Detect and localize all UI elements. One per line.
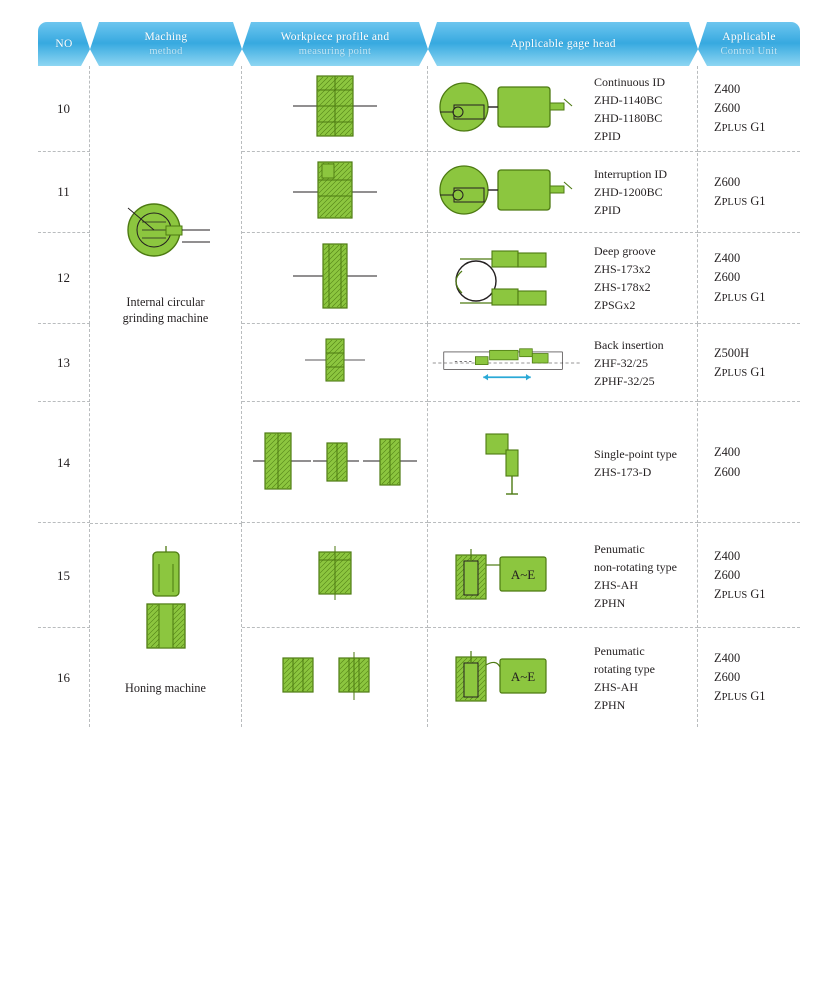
gage-head-line: ZHD-1200BC [594,185,663,200]
back-insertion-workpiece-icon [285,329,385,396]
control-unit-item: ZPLUS G1 [714,194,766,209]
machine-cell-honing [90,524,242,727]
gage-head-line: Back insertion [594,337,664,352]
spec-table [38,22,800,727]
control-unit-item: Z600 [714,270,741,285]
row-no: 14 [57,454,70,470]
honing-rotating-workpiece-icon [265,644,405,711]
workpiece-profile-cell [242,66,428,152]
gage-head-cell [428,629,698,727]
row-no-cell [38,234,90,324]
control-unit-list [714,443,740,481]
control-unit-item: ZPLUS G1 [714,120,766,135]
header-no-label: NO [55,37,73,50]
gage-head-line: ZHD-1140BC [594,92,663,107]
row-no-cell [38,153,90,233]
control-unit-cell [698,66,800,152]
gage-head-line: ZHS-178x2 [594,280,651,295]
header-gage-head-label: Applicable gage head [510,37,616,50]
gage-head-line: Penumatic [594,541,645,556]
gage-head-cell [428,403,698,523]
gage-head-cell [428,324,698,402]
control-unit-item: Z400 [714,81,741,96]
control-unit-list [714,649,766,707]
gage-head-line: ZHD-1180BC [594,110,663,125]
honing-machine-icon [111,542,221,676]
control-unit-list [714,344,766,382]
row-no-cell [38,629,90,727]
workpiece-profile-cell [242,629,428,727]
machine-label: Internal circular grinding machine [122,295,209,326]
gage-head-text [594,336,664,390]
svg-text:A~E: A~E [510,668,536,684]
workpiece-profile-cell [242,324,428,402]
gage-head-line: ZHS-173-D [594,464,652,479]
gage-head-line: Interruption ID [594,167,667,182]
control-unit-item: Z600 [714,464,741,479]
row-no-cell [38,403,90,523]
machine-cell-internal-grinding [90,66,242,524]
gage-head-cell [428,153,698,233]
gage-head-line: Single-point type [594,446,677,461]
gage-head-cell [428,66,698,152]
header-machining-method [90,22,242,66]
header-gage-head [428,22,698,66]
table-header-row [38,22,800,66]
single-point-gage-icon [428,424,586,502]
interruption-id-gage-icon [428,158,586,226]
gage-head-text [594,445,677,481]
header-workpiece-profile [242,22,428,66]
svg-text:A~E: A~E [510,566,536,582]
row-no: 10 [57,100,70,116]
deep-groove-workpiece-icon [285,238,385,319]
header-control-unit [698,22,800,66]
gage-head-text [594,642,655,714]
pneumatic-nonrotating-gage-icon [428,545,586,607]
single-point-workpiece-icon [247,421,423,504]
control-unit-item: Z600 [714,175,741,190]
id-continuous-workpiece-icon [285,68,385,149]
workpiece-profile-cell [242,524,428,628]
control-unit-item: Z400 [714,650,741,665]
control-unit-item: ZPLUS G1 [714,289,766,304]
row-no-cell [38,66,90,152]
control-unit-item: ZPLUS G1 [714,689,766,704]
header-machining-method-label: Maching method [144,31,188,57]
header-no [38,22,90,66]
row-no: 15 [57,567,70,583]
honing-nonrotating-workpiece-icon [285,542,385,609]
gage-head-text [594,540,677,612]
gage-head-line: ZPHN [594,595,626,610]
gage-head-line: Continuous ID [594,74,666,89]
gage-head-line: ZHS-AH [594,577,638,592]
row-no-cell [38,324,90,402]
back-insertion-gage-icon [428,333,586,393]
gage-head-line: ZPHF-32/25 [594,373,655,388]
control-unit-cell [698,324,800,402]
workpiece-profile-cell [242,403,428,523]
gage-head-line: Penumatic [594,643,645,658]
gage-head-line: ZPID [594,203,621,218]
gage-head-line: rotating type [594,661,655,676]
gage-head-line: ZHS-AH [594,679,638,694]
gage-head-cell [428,524,698,628]
control-unit-item: Z500H [714,345,750,360]
table-rows-container [38,66,800,727]
control-unit-item: Z400 [714,251,741,266]
internal-grinding-machine-icon [106,186,226,282]
control-unit-item: Z600 [714,567,741,582]
continuous-id-gage-icon [428,75,586,143]
control-unit-list [714,173,766,211]
control-unit-cell [698,403,800,523]
gage-head-line: ZHF-32/25 [594,355,648,370]
control-unit-list [714,80,766,138]
control-unit-item: ZPLUS G1 [714,587,766,602]
control-unit-cell [698,234,800,324]
gage-head-line: ZHS-173x2 [594,262,651,277]
row-no: 16 [57,669,70,685]
pneumatic-rotating-gage-icon [428,647,586,709]
machine-label: Honing machine [125,681,206,695]
row-no: 11 [57,184,70,200]
control-unit-list [714,547,766,605]
control-unit-item: Z600 [714,669,741,684]
gage-head-text [594,165,667,219]
row-no: 13 [57,354,70,370]
header-workpiece-profile-label: Workpiece profile and measuring point [280,31,390,57]
gage-head-line: Deep groove [594,244,656,259]
row-no: 12 [57,270,70,286]
id-interruption-workpiece-icon [285,152,385,233]
gage-head-line: ZPSGx2 [594,298,636,313]
table-body [38,66,800,727]
deep-groove-gage-icon [428,241,586,315]
gage-head-cell [428,234,698,324]
control-unit-cell [698,153,800,233]
row-no-cell [38,524,90,628]
gage-head-line: non-rotating type [594,559,677,574]
gage-head-text [594,242,656,314]
control-unit-item: Z600 [714,100,741,115]
header-control-unit-label: Applicable Control Unit [720,31,778,57]
control-unit-cell [698,524,800,628]
workpiece-profile-cell [242,234,428,324]
control-unit-cell [698,629,800,727]
control-unit-item: Z400 [714,548,741,563]
workpiece-profile-cell [242,153,428,233]
control-unit-list [714,249,766,307]
control-unit-item: ZPLUS G1 [714,364,766,379]
gage-head-line: ZPID [594,128,621,143]
gage-head-line: ZPHN [594,697,626,712]
control-unit-item: Z400 [714,445,741,460]
gage-head-text [594,73,665,145]
